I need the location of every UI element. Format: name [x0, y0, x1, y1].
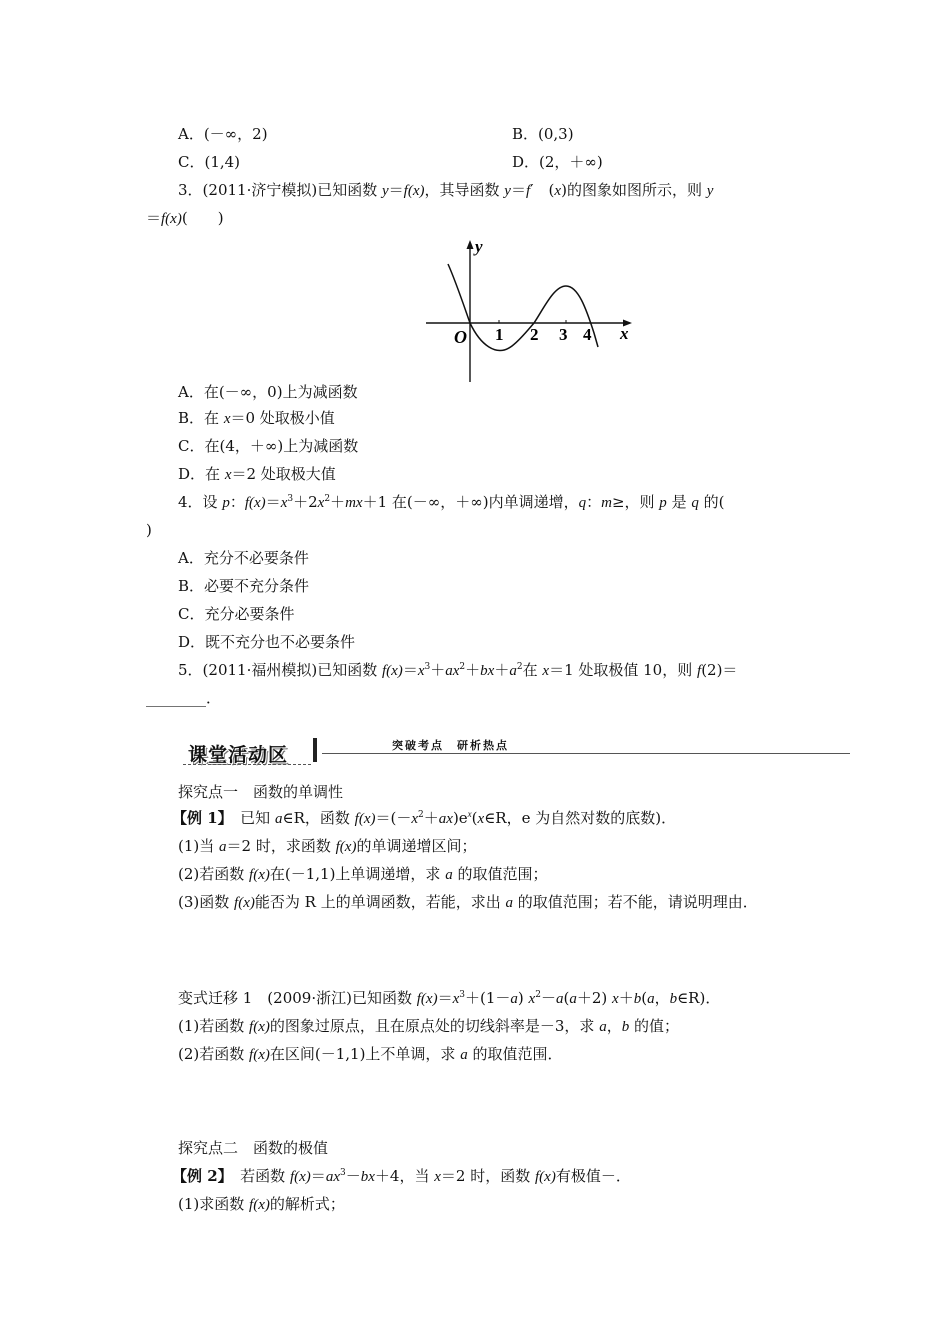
- example1-part2: (2)若函数 f(x)在(－1,1)上单调递增，求 a 的取值范围；: [178, 865, 548, 883]
- q2-option-a: A．(－∞，2): [178, 125, 268, 143]
- q4-stem: 4．设 p：$f(x)=x^3+2x^2+mx+1$ 在(－∞，＋∞)内单调递增，q：m≥，则 p 是 q 的(: [178, 493, 725, 511]
- section-banner-subtitle: 突破考点 研析热点: [392, 739, 509, 752]
- tick-label-3: 3: [559, 325, 568, 344]
- q3-option-b: B．在 x＝0 处取极小值: [178, 409, 335, 427]
- tick-label-2: 2: [530, 325, 539, 344]
- q4-option-a: A．充分不必要条件: [178, 549, 309, 567]
- q2-option-b: B．(0,3): [512, 125, 574, 143]
- section-banner-dash: [183, 764, 311, 765]
- point1-heading: 探究点一 函数的单调性: [178, 783, 344, 801]
- q4-option-c: C．充分必要条件: [178, 605, 295, 623]
- q4-option-d: D．既不充分也不必要条件: [178, 633, 356, 651]
- q5-stem: 5．(2011·福州模拟)已知函数 $f(x)=x^3+ax^2+bx+a^2$在 x＝1 处取极值 10，则 f(2)＝: [178, 661, 738, 679]
- origin-label: O: [454, 327, 467, 347]
- point2-heading: 探究点二 函数的极值: [178, 1139, 329, 1157]
- q3-stem-cont: ＝f(x)( ): [146, 209, 224, 227]
- q3-stem: 3．(2011·济宁模拟)已知函数 y＝f(x)，其导函数 y＝f′ (x)的图象如图所示，则 y: [178, 181, 714, 199]
- q3-option-c: C．在(4，＋∞)上为减函数: [178, 437, 359, 455]
- example2-stem: 【例 2】 若函数 $f(x)=ax^3-bx+4$，当 x＝2 时，函数 f(x)有极值－．: [172, 1167, 631, 1185]
- variant1-part2: (2)若函数 f(x)在区间(－1,1)上不单调，求 a 的取值范围．: [178, 1045, 563, 1063]
- q5-answer-blank: ________．: [146, 689, 222, 707]
- example2-part1: (1)求函数 f(x)的解析式；: [178, 1195, 345, 1213]
- section-banner-rule: [322, 753, 850, 754]
- y-axis-arrow: [467, 240, 474, 249]
- q3-option-d: D．在 x＝2 处取极大值: [178, 465, 336, 483]
- q3-option-a: A．在(－∞，0)上为减函数: [178, 383, 358, 401]
- q4-stem-cont: ): [146, 521, 152, 539]
- derivative-graph: [420, 236, 640, 386]
- q2-option-c: C．(1,4): [178, 153, 241, 171]
- tick-label-4: 4: [583, 325, 592, 344]
- section-banner-bar: [313, 738, 317, 762]
- example1-part1: (1)当 a＝2 时，求函数 f(x)的单调递增区间；: [178, 837, 477, 855]
- y-axis-label: y: [475, 237, 483, 256]
- variant1-stem: 变式迁移 1 (2009·浙江)已知函数 $f(x)=x^3+(1-a)$ $x^2-a(a+2)$ x＋b(a，b∈R)．: [178, 989, 721, 1007]
- q4-option-b: B．必要不充分条件: [178, 577, 310, 595]
- section-banner-title: 课堂活动区: [188, 744, 289, 766]
- q2-option-d: D．(2，＋∞): [512, 153, 603, 171]
- example1-stem: 【例 1】 已知 a∈R，函数 $f(x)=(-x^2+ax)e^x(x\in R$，e 为自然对数的底数)．: [172, 809, 677, 827]
- x-axis-label: x: [620, 324, 629, 343]
- tick-label-1: 1: [495, 325, 504, 344]
- example1-part3: (3)函数 f(x)能否为 R 上的单调函数，若能，求出 a 的取值范围；若不能，请说明理由．: [178, 893, 758, 911]
- variant1-part1: (1)若函数 f(x)的图象过原点，且在原点处的切线斜率是－3，求 a，b 的值；: [178, 1017, 679, 1035]
